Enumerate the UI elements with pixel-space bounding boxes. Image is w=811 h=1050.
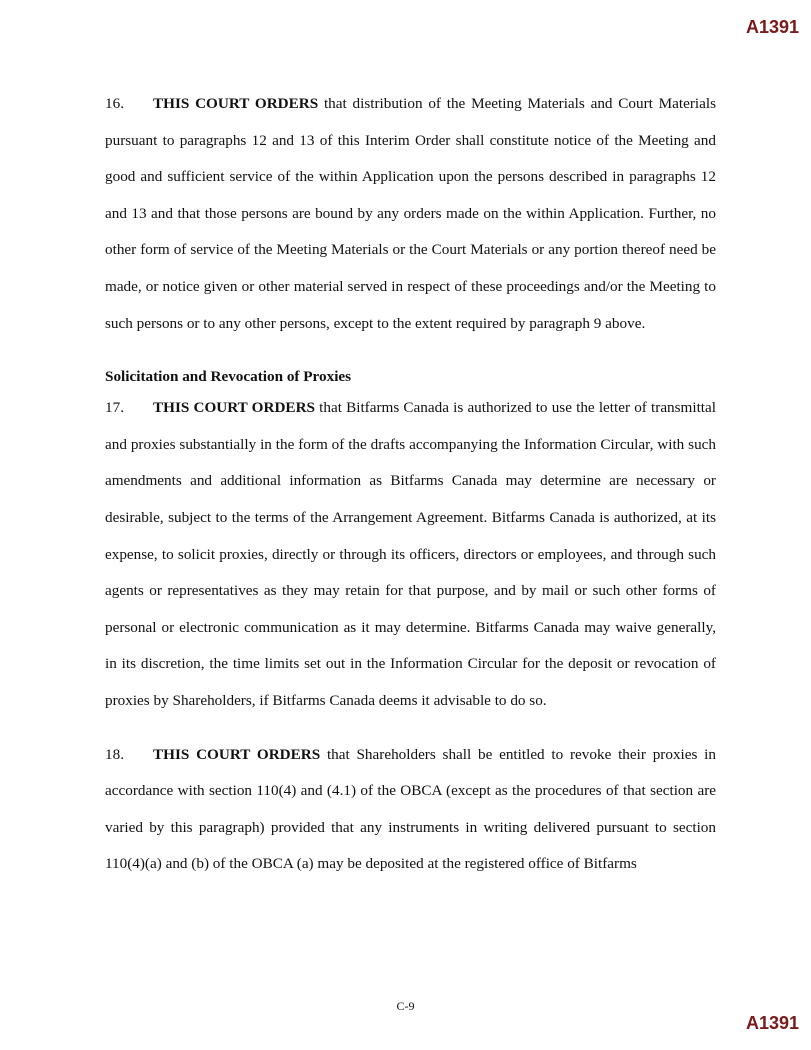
paragraph-text: that Bitfarms Canada is authorized to use the letter of transmittal and proxies substantially in the form of the drafts accompanying the Information Circular, with such amendments and additional information as Bitfarms Canada may determine are necessary or desirable, subject to the terms of the Arrangement Agreement. Bitfarms Canada is authorized, at its expense, to solicit proxies, directly or through its officers, directors or employees, and through such agents or representatives as they may retain for that purpose, and by mail or such other forms of personal or electronic communication as it may determine. Bitfarms Canada may waive generally, in its discretion, the time limits set out in the Information Circular for the deposit or revocation of proxies by Shareholders, if Bitfarms Canada deems it advisable to do so. (105, 399, 716, 709)
paragraph-text: that Shareholders shall be entitled to revoke their proxies in accordance with section 110(4) and (4.1) of the OBCA (except as the procedures of that section are varied by this paragraph) provided that any instruments in writing delivered pursuant to section 110(4)(a) and (b) of the OBCA (a) may be deposited at the registered office of Bitfarms (105, 745, 716, 873)
paragraph-lead: THIS COURT ORDERS (153, 95, 319, 112)
page-number: C-9 (396, 999, 415, 1013)
paragraph-18 (105, 737, 716, 883)
document-body (105, 86, 716, 883)
paragraph-lead: THIS COURT ORDERS (153, 745, 321, 763)
paragraph-number: 16. (105, 95, 124, 112)
section-heading: Solicitation and Revocation of Proxies (105, 368, 352, 386)
paragraph-16 (105, 86, 716, 342)
paragraph-lead: THIS COURT ORDERS (153, 399, 315, 417)
paragraph-17 (105, 390, 716, 719)
exhibit-tag-bottom: A1391 (745, 1013, 799, 1033)
paragraph-number: 17. (105, 399, 124, 417)
paragraph-text: that distribution of the Meeting Materials and Court Materials pursuant to paragraphs 12 and 13 of this Interim Order shall constitute notice of the Meeting and good and sufficient service of the within Application upon the persons described in paragraphs 12 and 13 and that those persons are bound by any orders made on the within Application. Further, no other form of service of the Meeting Materials or the Court Materials or any portion thereof need be made, or notice given or other material served in respect of these proceedings and/or the Meeting to such persons or to any other persons, except to the extent required by paragraph 9 above. (105, 95, 716, 332)
paragraph-number: 18. (105, 745, 124, 763)
exhibit-tag-top: A1391 (745, 17, 799, 37)
